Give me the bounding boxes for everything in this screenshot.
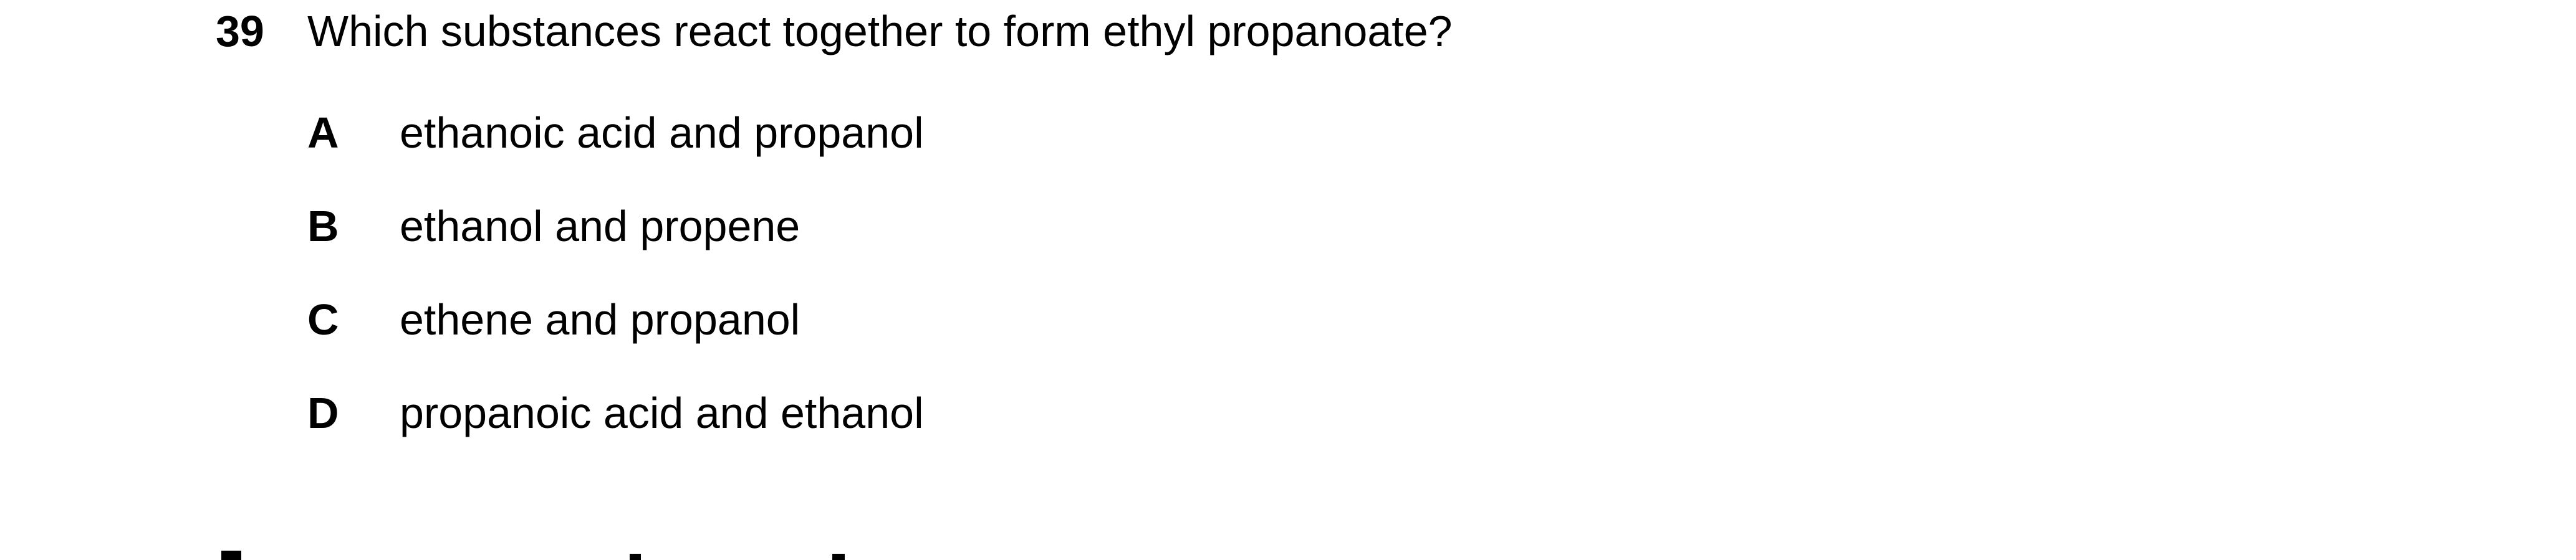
option-text: propanoic acid and ethanol [400,389,924,437]
option-text: ethanol and propene [400,202,800,250]
question-stem: Which substances react together to form ethyl propanoate? [307,7,1453,55]
cropped-next-line-fragment [630,554,641,560]
option-letter: B [307,202,339,250]
cropped-next-line-fragment [221,551,241,560]
option-c[interactable] [0,295,1247,344]
option-a[interactable] [0,108,1247,158]
option-letter: C [307,295,339,344]
option-d[interactable] [0,388,1247,438]
option-text: ethene and propanol [400,295,800,344]
option-letter: A [307,108,339,157]
option-letter: D [307,389,339,437]
option-b[interactable] [0,201,1247,251]
cropped-next-line-fragment [832,554,845,560]
option-text: ethanoic acid and propanol [400,108,924,157]
question-number: 39 [216,7,264,55]
